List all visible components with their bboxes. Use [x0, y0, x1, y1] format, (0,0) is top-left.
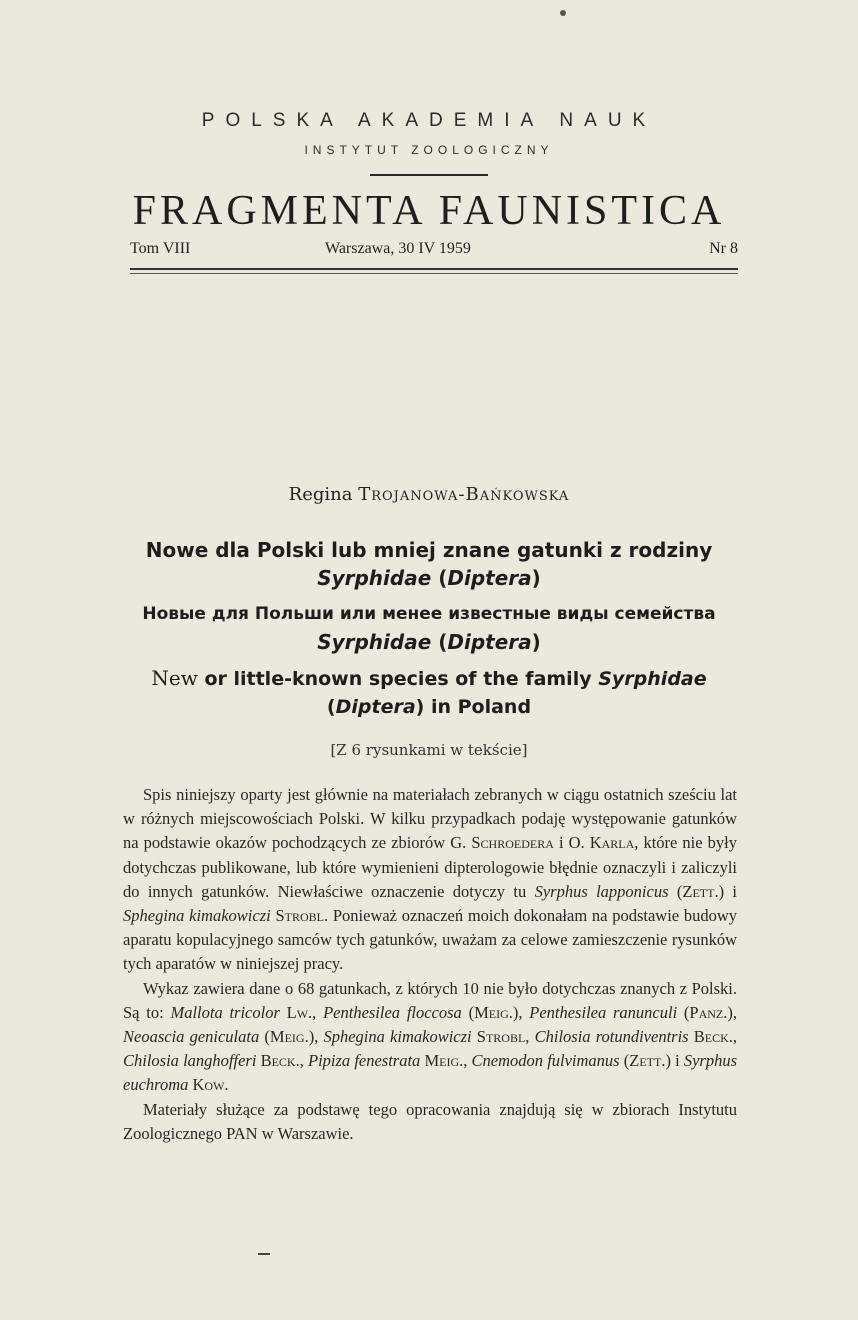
issue-info: [130, 240, 738, 266]
author-first-name: Regina: [288, 484, 353, 505]
ink-dot: [560, 10, 566, 16]
title-english-line2: (Diptera) in Poland: [326, 696, 532, 718]
title-english-line1: New or little-known species of the family Syrphidae: [151, 666, 707, 690]
paragraph-1: Spis niniejszy oparty jest głównie na materiałach zebranych w ciągu ostatnich sześciu lat w różnych miejscowościach Polski. W kilku przypadkach podaję występowanie gatunków na podstawie okazów pochodzących ze zbiorów G. Schroedera i O. Karla, które nie były dotychczas publikowane, lub które wymienieni dipterologowie błędnie oznaczyli i zaliczyli do innych gatunków. Niewłaściwe oznaczenie dotyczy tu Syrphus lapponicus (Zett.) i Sphegina kimakowiczi Strobl. Ponieważ oznaczeń moich dokonałam na podstawie budowy aparatu kopulacyjnego samców tych gatunków, uważam za celowe zamieszczenie rysunków tych aparatów w niniejszej pracy.: [123, 785, 738, 974]
header-divider: [370, 174, 488, 176]
volume-label: Tom VIII: [130, 240, 191, 257]
title-polish-line1: Nowe dla Polski lub mniej znane gatunki z rodziny: [145, 538, 713, 562]
issue-date: Warszawa, 30 IV 1959: [325, 240, 471, 257]
title-russian: [0, 600, 858, 656]
masthead-rule-thin: [130, 273, 738, 274]
academy-name: POLSKA AKADEMIA NAUK: [201, 110, 657, 131]
masthead-rule: [130, 268, 738, 270]
title-russian-line2: Syrphidae (Diptera): [317, 630, 541, 654]
footer-mark: [258, 1253, 270, 1255]
issue-number: Nr 8: [709, 240, 738, 257]
body-text: [123, 783, 737, 1146]
title-russian-line1: Новые для Польши или менее известные виды семейства: [142, 604, 716, 624]
journal-title: FRAGMENTA FAUNISTICA: [132, 188, 726, 234]
institute-name: INSTYTUT ZOOLOGICZNY: [304, 143, 554, 157]
paragraph-3: Materiały służące za podstawę tego opracowania znajdują się w zbiorach Instytutu Zoologicznego PAN w Warszawie.: [123, 1099, 737, 1143]
title-polish-line2: Syrphidae (Diptera): [317, 566, 541, 590]
title-polish: [0, 536, 858, 592]
title-english: [0, 664, 858, 721]
figures-note: [Z 6 rysunkami w tekście]: [330, 741, 528, 759]
author: [0, 484, 858, 505]
author-last-name: Trojanowa-Bańkowska: [358, 484, 570, 505]
paragraph-2: Wykaz zawiera dane o 68 gatunkach, z których 10 nie było dotychczas znanych z Polski. Są to: Mallota tricolor Lw., Penthesilea floccosa (Meig.), Penthesilea ranunculi (Panz.), Neoascia geniculata (Meig.), Sphegina kimakowiczi Strobl, Chilosia rotundiventris Beck., Chilosia langhofferi Beck., Pipiza fenestrata Meig., Cnemodon fulvimanus (Zett.) i Syrphus euchroma Kow.: [123, 978, 738, 1095]
